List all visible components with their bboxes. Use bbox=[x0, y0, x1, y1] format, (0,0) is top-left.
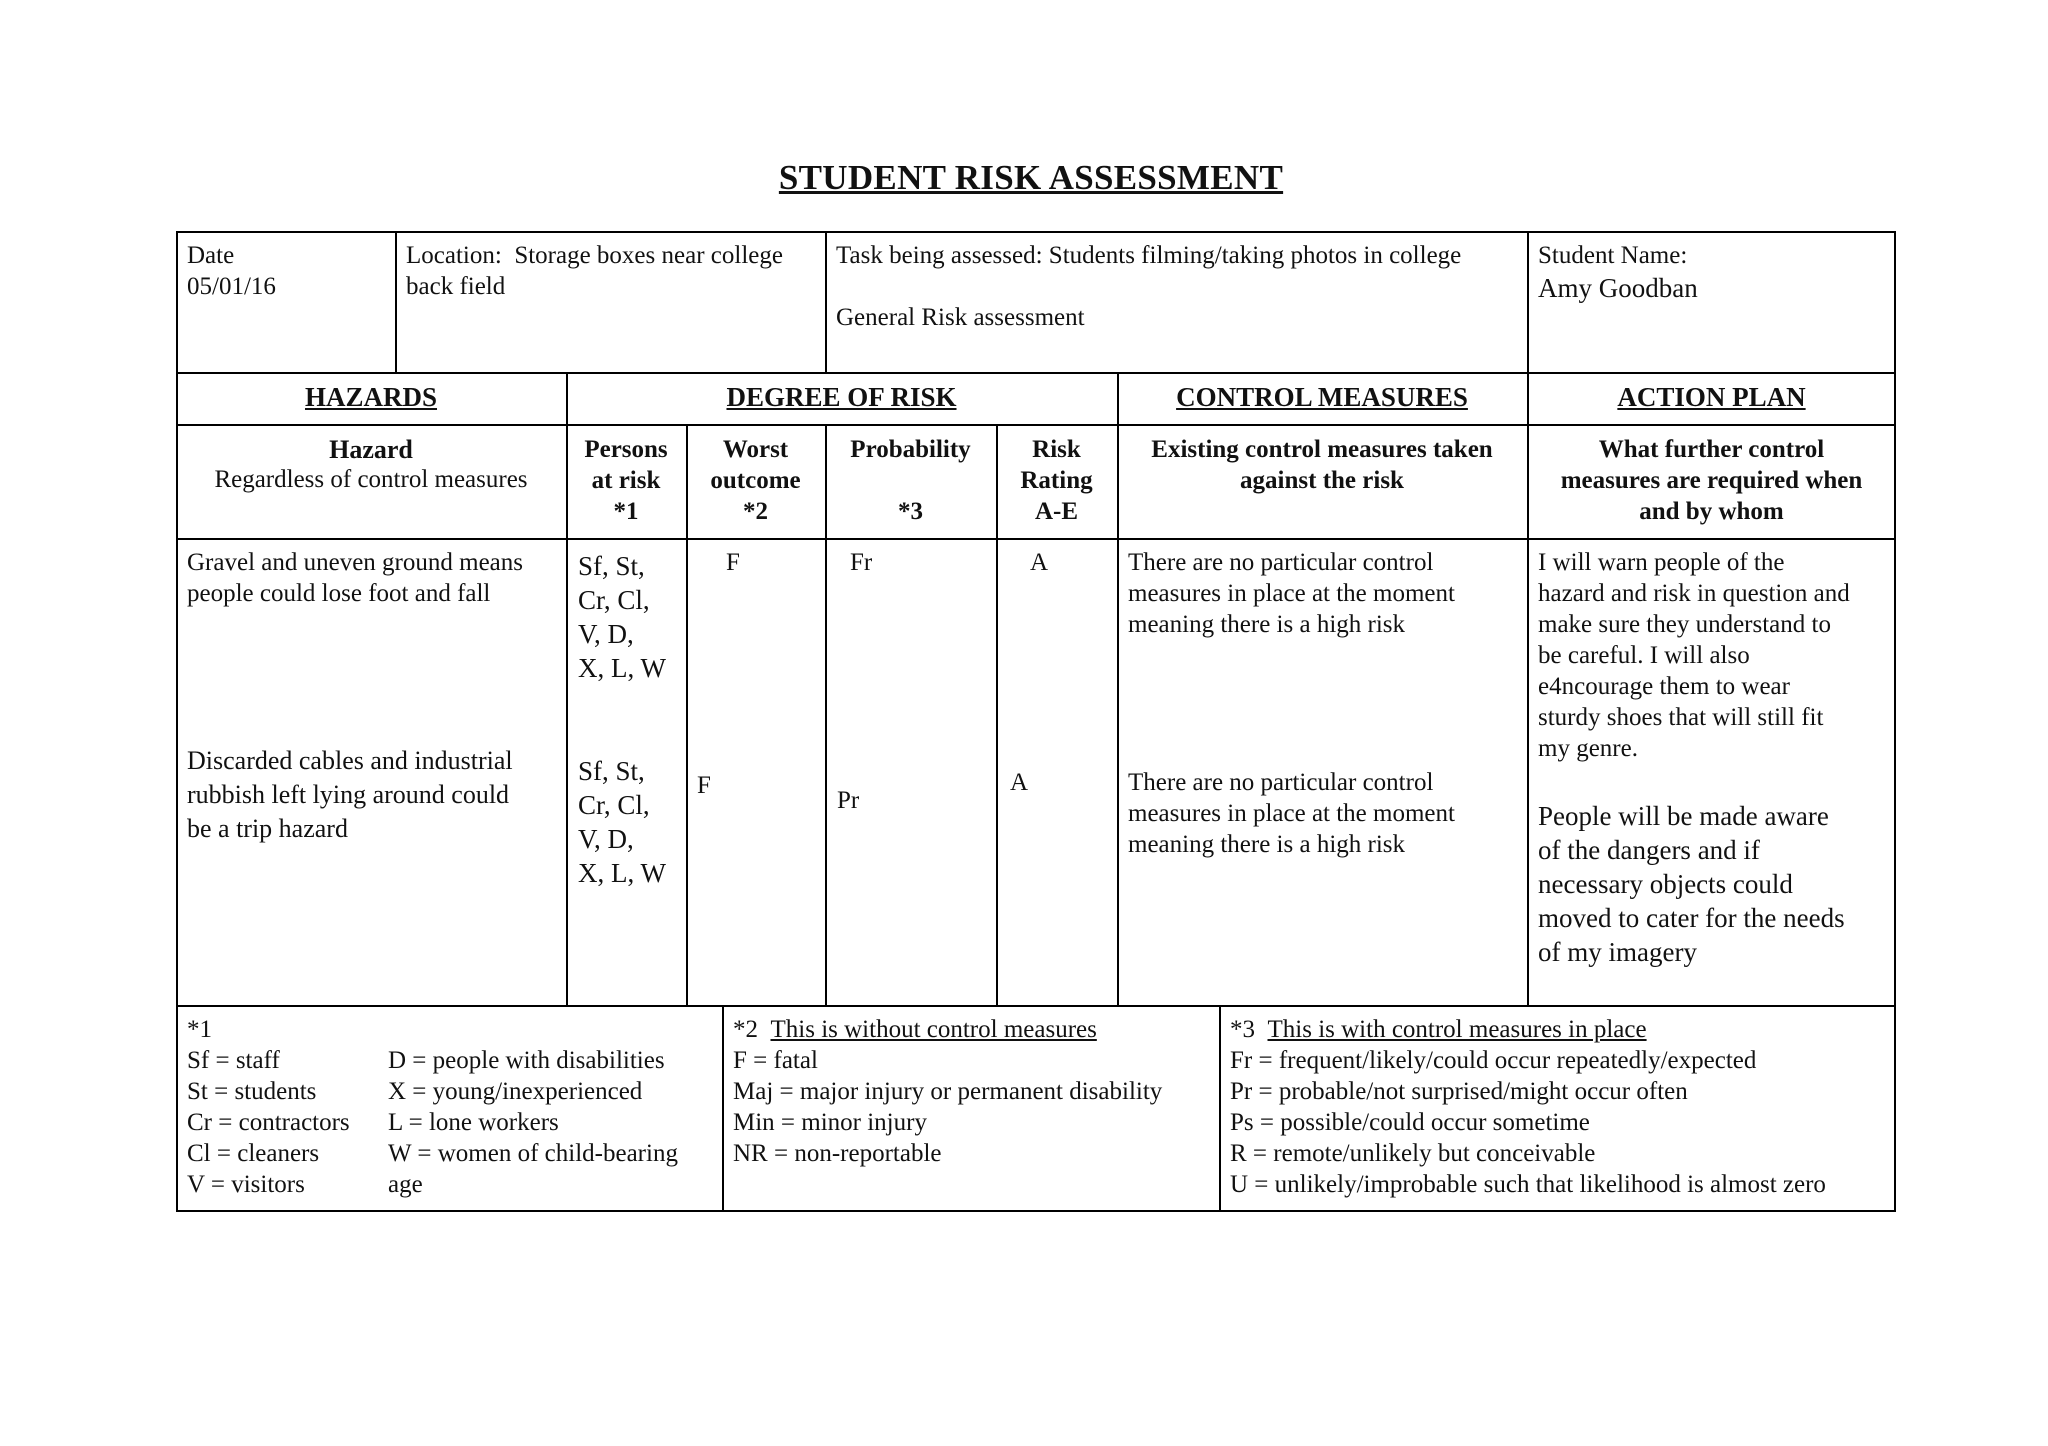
divider bbox=[722, 1005, 724, 1212]
col-persons-at-risk: Persons at risk *1 bbox=[584, 436, 668, 525]
task-field bbox=[836, 240, 1526, 271]
location-value: Storage boxes near college back field bbox=[406, 242, 783, 300]
key1-item: W = women of child-bearing bbox=[388, 1140, 678, 1167]
key2-mark: *2 bbox=[733, 1016, 758, 1043]
col-hazard-subtitle: Regardless of control measures bbox=[214, 466, 528, 493]
key3-item: Pr = probable/not surprised/might occur often bbox=[1230, 1078, 1688, 1105]
divider bbox=[825, 231, 827, 373]
divider bbox=[1219, 1005, 1221, 1212]
key3-item: U = unlikely/improbable such that likelihood is almost zero bbox=[1230, 1171, 1826, 1198]
persons-at-risk: Sf, St, Cr, Cl, V, D, X, L, W bbox=[578, 756, 666, 888]
key2-item: F = fatal bbox=[733, 1047, 818, 1074]
col-worst-outcome: Worst outcome *2 bbox=[710, 436, 801, 525]
key1-item: Cr = contractors bbox=[187, 1109, 350, 1136]
key3-item: Ps = possible/could occur sometime bbox=[1230, 1109, 1590, 1136]
key1-item: V = visitors bbox=[187, 1171, 305, 1198]
col-existing-control: Existing control measures taken against the risk bbox=[1151, 436, 1493, 494]
existing-control: There are no particular control measures in place at the moment meaning there is a high risk bbox=[1128, 769, 1455, 858]
persons-at-risk: Sf, St, Cr, Cl, V, D, X, L, W bbox=[578, 551, 666, 683]
key2-item: Maj = major injury or permanent disability bbox=[733, 1078, 1163, 1105]
col-risk-rating: Risk Rating A-E bbox=[1020, 436, 1093, 525]
key1-mark: *1 bbox=[187, 1016, 212, 1043]
key1-item: Sf = staff bbox=[187, 1047, 280, 1074]
col-further-control: What further control measures are required when and by whom bbox=[1560, 436, 1863, 525]
key2-title: This is without control measures bbox=[770, 1016, 1097, 1043]
section-control-measures: CONTROL MEASURES bbox=[1176, 382, 1468, 412]
section-degree-of-risk: DEGREE OF RISK bbox=[726, 382, 957, 412]
worst-outcome: F bbox=[726, 549, 740, 576]
task-value: Students filming/taking photos in college bbox=[1048, 242, 1462, 269]
date-label: Date bbox=[187, 242, 235, 269]
section-hazards: HAZARDS bbox=[304, 382, 438, 412]
risk-rating: A bbox=[1030, 549, 1049, 576]
key1-item: Cl = cleaners bbox=[187, 1140, 320, 1167]
date-value: 05/01/16 bbox=[187, 273, 276, 300]
task-note: General Risk assessment bbox=[836, 304, 1085, 331]
section-action-plan: ACTION PLAN bbox=[1617, 382, 1806, 412]
key3-list bbox=[1230, 1045, 1826, 1200]
divider bbox=[176, 1005, 1896, 1007]
divider bbox=[176, 424, 1896, 426]
key1-item: St = students bbox=[187, 1078, 317, 1105]
key3-heading bbox=[1230, 1014, 1647, 1045]
key2-list bbox=[733, 1045, 1162, 1169]
key2-item: NR = non-reportable bbox=[733, 1140, 942, 1167]
key2-item: Min = minor injury bbox=[733, 1109, 927, 1136]
key2-heading bbox=[733, 1014, 1097, 1045]
task-label: Task being assessed: bbox=[836, 242, 1043, 269]
probability: Fr bbox=[850, 549, 873, 576]
divider bbox=[1527, 231, 1529, 373]
key3-item: Fr = frequent/likely/could occur repeatedly/expected bbox=[1230, 1047, 1757, 1074]
worst-outcome: F bbox=[697, 772, 711, 799]
key1-right bbox=[388, 1045, 678, 1200]
divider bbox=[176, 372, 1896, 374]
key1-item: X = young/inexperienced bbox=[388, 1078, 643, 1105]
divider bbox=[176, 538, 1896, 540]
existing-control: There are no particular control measures in place at the moment meaning there is a high risk bbox=[1128, 549, 1455, 638]
col-hazard-title: Hazard bbox=[329, 435, 413, 464]
key3-item: R = remote/unlikely but conceivable bbox=[1230, 1140, 1596, 1167]
action-plan: People will be made aware of the dangers and if necessary objects could moved to cater for the needs of my imagery bbox=[1538, 801, 1845, 967]
key3-title: This is with control measures in place bbox=[1267, 1016, 1647, 1043]
action-plan: I will warn people of the hazard and risk in question and make sure they understand to be careful. I will also e4ncourage them to wear sturdy shoes that will still fit my genre. bbox=[1538, 549, 1850, 762]
risk-rating: A bbox=[1010, 769, 1029, 796]
location-label: Location: bbox=[406, 242, 502, 269]
student-name: Amy Goodban bbox=[1538, 273, 1698, 303]
probability: Pr bbox=[837, 787, 860, 814]
key3-mark: *3 bbox=[1230, 1016, 1255, 1043]
key1-item: age bbox=[388, 1171, 423, 1198]
student-label: Student Name: bbox=[1538, 242, 1688, 269]
divider bbox=[395, 231, 397, 373]
key1-item: D = people with disabilities bbox=[388, 1047, 665, 1074]
hazard-text: Gravel and uneven ground means people could lose foot and fall bbox=[187, 549, 523, 607]
location-field bbox=[406, 240, 818, 302]
key1-item: L = lone workers bbox=[388, 1109, 559, 1136]
key1-left bbox=[187, 1045, 350, 1200]
hazard-text: Discarded cables and industrial rubbish left lying around could be a trip hazard bbox=[187, 746, 513, 843]
col-probability: Probability *3 bbox=[850, 436, 971, 525]
page-title: STUDENT RISK ASSESSMENT bbox=[778, 158, 1284, 197]
